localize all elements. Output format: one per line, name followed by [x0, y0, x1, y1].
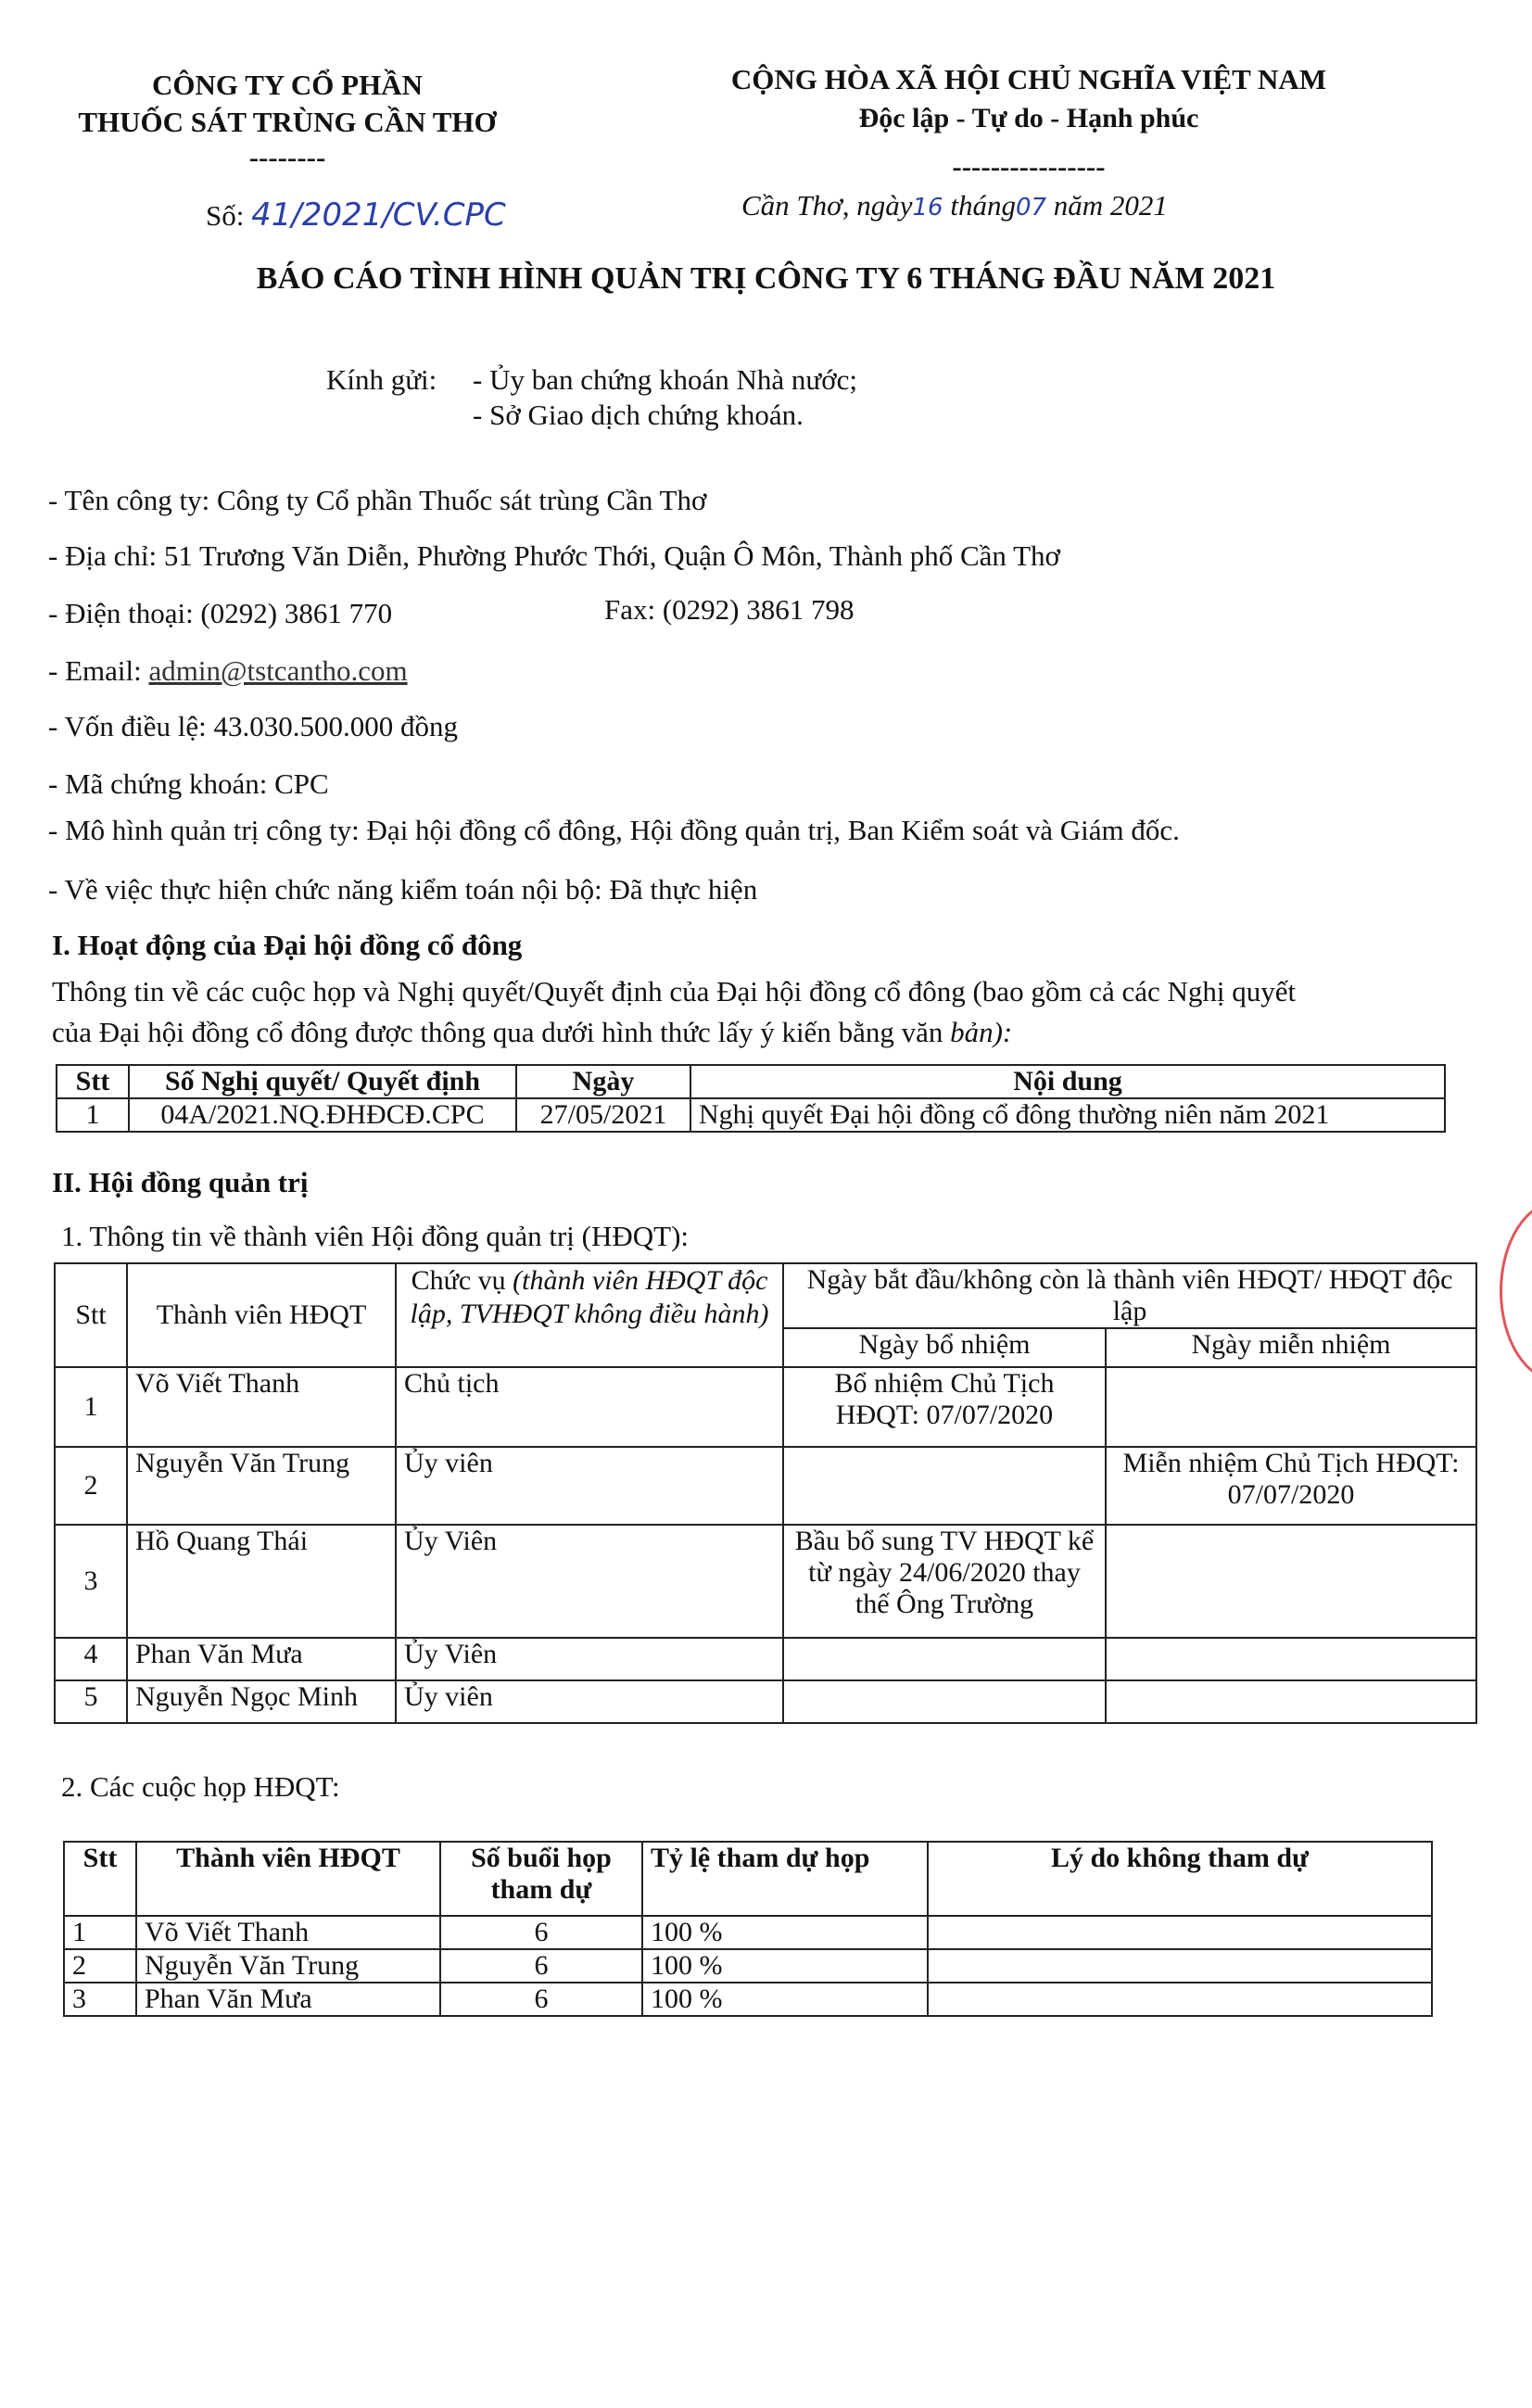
date-year-label: năm 2021	[1053, 189, 1168, 222]
cell-stt: 5	[55, 1680, 127, 1723]
cell-reason	[928, 1949, 1432, 1983]
cell-role: Ủy Viên	[396, 1525, 783, 1638]
cell-stt: 3	[55, 1525, 127, 1638]
cell-appoint: Bổ nhiệm Chủ Tịch HĐQT: 07/07/2020	[783, 1367, 1106, 1447]
table-row	[64, 1916, 1432, 1949]
cell-meetings: 6	[440, 1983, 642, 2016]
table-row	[57, 1098, 1445, 1132]
cell-role: Chủ tịch	[396, 1367, 783, 1447]
cell-member-name: Võ Viết Thanh	[136, 1916, 440, 1949]
date-month: 07	[1015, 194, 1047, 222]
cell-meetings: 6	[440, 1916, 642, 1949]
internal-audit-info: - Về việc thực hiện chức năng kiểm toán nội bộ: Đã thực hiện	[48, 873, 758, 906]
cell-member-name: Nguyễn Văn Trung	[136, 1949, 440, 1983]
cell-stt: 1	[64, 1916, 136, 1949]
table-header-row	[57, 1065, 1445, 1098]
col-appoint-date: Ngày bổ nhiệm	[783, 1328, 1106, 1367]
cell-rate: 100 %	[642, 1949, 928, 1983]
board-members-table	[54, 1262, 1477, 1724]
cell-stt: 1	[55, 1367, 127, 1447]
table-header-row	[64, 1842, 1432, 1916]
table-row	[55, 1638, 1476, 1680]
shareholder-resolutions-table	[56, 1064, 1446, 1133]
cell-stt: 2	[64, 1949, 136, 1983]
col-stt: Stt	[55, 1263, 127, 1367]
recipient-2: - Sở Giao dịch chứng khoán.	[473, 399, 804, 431]
cell-meetings: 6	[440, 1949, 642, 1983]
col-resolution-number: Số Nghị quyết/ Quyết định	[129, 1065, 516, 1098]
col-dismiss-date: Ngày miễn nhiệm	[1106, 1328, 1476, 1367]
section-1-intro-text: của Đại hội đồng cổ đông được thông qua dưới hình thức lấy ý kiến bằng văn	[52, 1016, 943, 1048]
recipient-1: - Ủy ban chứng khoán Nhà nước;	[473, 363, 858, 396]
company-name-line2: THUỐC SÁT TRÙNG CẦN THƠ	[78, 106, 497, 138]
document-number-label: Số:	[206, 199, 245, 232]
cell-member-name: Nguyễn Ngọc Minh	[127, 1680, 396, 1723]
role-header-italic: (thành viên HĐQT độc lập, TVHĐQT không điều hành)	[410, 1265, 769, 1329]
republic-title: CỘNG HÒA XÃ HỘI CHỦ NGHĨA VIỆT NAM	[730, 63, 1327, 95]
email-link[interactable]: admin@tstcantho.com	[148, 654, 408, 687]
cell-appoint	[783, 1447, 1106, 1525]
report-title: BÁO CÁO TÌNH HÌNH QUẢN TRỊ CÔNG TY 6 THÁNG ĐẦU NĂM 2021	[256, 261, 1276, 296]
table-row	[55, 1680, 1476, 1723]
role-header-text: Chức vụ	[411, 1265, 506, 1296]
cell-date: 27/05/2021	[516, 1098, 690, 1132]
col-attendance-rate: Tỷ lệ tham dự họp	[642, 1842, 928, 1916]
section-1-intro-italic: bản):	[950, 1016, 1013, 1048]
cell-role: Ủy viên	[396, 1447, 783, 1525]
col-stt: Stt	[64, 1842, 136, 1916]
company-rule: --------	[248, 141, 326, 173]
section-1-heading: I. Hoạt động của Đại hội đồng cổ đông	[52, 929, 523, 961]
recipients-label: Kính gửi:	[326, 363, 437, 396]
cell-stt: 3	[64, 1983, 136, 2016]
company-name-line1: CÔNG TY CỔ PHẦN	[152, 69, 423, 101]
section-1-intro-line2	[52, 1014, 1012, 1051]
cell-content: Nghị quyết Đại hội đồng cổ đông thường niên năm 2021	[690, 1098, 1445, 1132]
phone-info: - Điện thoại: (0292) 3861 770	[48, 597, 393, 629]
cell-reason	[928, 1983, 1432, 2016]
col-dates: Ngày bắt đầu/không còn là thành viên HĐQT/ HĐQT độc lập	[783, 1263, 1476, 1328]
cell-role: Ủy Viên	[396, 1638, 783, 1680]
col-member: Thành viên HĐQT	[127, 1263, 396, 1367]
cell-stt: 2	[55, 1447, 127, 1525]
date-day: 16	[912, 194, 943, 222]
table-header-row	[55, 1263, 1476, 1328]
col-absence-reason: Lý do không tham dự	[928, 1842, 1432, 1916]
document-date	[741, 187, 1168, 226]
ticker-info: - Mã chứng khoán: CPC	[48, 767, 329, 800]
cell-resolution-number: 04A/2021.NQ.ĐHĐCĐ.CPC	[129, 1098, 516, 1132]
cell-member-name: Nguyễn Văn Trung	[127, 1447, 396, 1525]
table-row	[64, 1983, 1432, 2016]
cell-dismiss	[1106, 1680, 1476, 1723]
email-info	[48, 653, 408, 690]
date-prefix: Cần Thơ, ngày	[741, 189, 913, 222]
cell-dismiss	[1106, 1525, 1476, 1638]
col-date: Ngày	[516, 1065, 690, 1098]
cell-appoint	[783, 1638, 1106, 1680]
document-number	[206, 196, 506, 234]
fax-info: Fax: (0292) 3861 798	[604, 593, 855, 626]
cell-reason	[928, 1916, 1432, 1949]
col-member: Thành viên HĐQT	[136, 1842, 440, 1916]
table-row	[64, 1949, 1432, 1983]
address-info: - Địa chỉ: 51 Trương Văn Diễn, Phường Phước Thới, Quận Ô Môn, Thành phố Cần Thơ	[48, 539, 1060, 572]
cell-stt: 4	[55, 1638, 127, 1680]
table-row	[55, 1447, 1476, 1525]
company-seal-icon	[1500, 1200, 1532, 1382]
col-role	[396, 1263, 783, 1367]
section-2-sub2: 2. Các cuộc họp HĐQT:	[61, 1770, 340, 1803]
cell-member-name: Võ Viết Thanh	[127, 1367, 396, 1447]
col-content: Nội dung	[690, 1065, 1445, 1098]
cell-role: Ủy viên	[396, 1680, 783, 1723]
cell-dismiss	[1106, 1638, 1476, 1680]
cell-stt: 1	[57, 1098, 129, 1132]
email-label: - Email:	[48, 654, 142, 687]
cell-member-name: Phan Văn Mưa	[136, 1983, 440, 2016]
cell-dismiss	[1106, 1367, 1476, 1447]
cell-dismiss: Miễn nhiệm Chủ Tịch HĐQT: 07/07/2020	[1106, 1447, 1476, 1525]
company-info: - Tên công ty: Công ty Cổ phần Thuốc sát trùng Cần Thơ	[48, 484, 707, 516]
section-2-sub1: 1. Thông tin về thành viên Hội đồng quản trị (HĐQT):	[61, 1220, 690, 1252]
governance-model-info: - Mô hình quản trị công ty: Đại hội đồng cổ đông, Hội đồng quản trị, Ban Kiểm soát và Giám đốc.	[48, 814, 1180, 846]
republic-rule: ----------------	[952, 150, 1106, 183]
cell-appoint: Bầu bổ sung TV HĐQT kể từ ngày 24/06/2020 thay thế Ông Trường	[783, 1525, 1106, 1638]
date-month-label: tháng	[950, 189, 1016, 222]
cell-member-name: Hồ Quang Thái	[127, 1525, 396, 1638]
cell-rate: 100 %	[642, 1916, 928, 1949]
republic-motto: Độc lập - Tự do - Hạnh phúc	[858, 103, 1199, 133]
document-number-value: 41/2021/CV.CPC	[251, 196, 506, 234]
col-meetings-attended: Số buổi họp tham dự	[440, 1842, 642, 1916]
cell-member-name: Phan Văn Mưa	[127, 1638, 396, 1680]
col-stt: Stt	[57, 1065, 129, 1098]
cell-appoint	[783, 1680, 1106, 1723]
section-2-heading: II. Hội đồng quản trị	[52, 1166, 309, 1198]
table-row	[55, 1525, 1476, 1638]
section-1-intro-line1: Thông tin về các cuộc họp và Nghị quyết/Quyết định của Đại hội đồng cổ đông (bao gồm cả các Nghị quyết	[52, 975, 1297, 1008]
table-row	[55, 1367, 1476, 1447]
capital-info: - Vốn điều lệ: 43.030.500.000 đồng	[48, 710, 459, 742]
board-meetings-table	[63, 1841, 1433, 2017]
cell-rate: 100 %	[642, 1983, 928, 2016]
